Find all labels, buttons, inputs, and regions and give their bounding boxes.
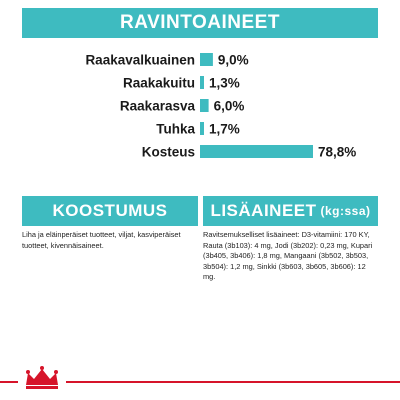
lisaaineet-heading [203,196,378,226]
value-label: 6,0% [213,98,245,114]
bar [200,145,313,158]
page-title [22,8,378,38]
value-label: 9,0% [217,52,249,68]
category-label: Kosteus [141,144,195,160]
bar [200,76,204,89]
value-label: 1,3% [209,75,240,91]
value-label: 1,7% [209,121,240,137]
bar [200,122,204,135]
page-title-text: RAVINTOAINEET [120,12,280,33]
category-label: Raakakuitu [122,75,195,91]
lisaaineet-title: LISÄAINEET [210,201,317,220]
category-label: Tuhka [156,121,195,137]
koostumus-text: Liha ja eläinperäiset tuotteet, viljat, kasviperäiset tuotteet, kivennäisaineet. [22,230,181,250]
value-label: 78,8% [318,144,357,160]
crown-icon [18,363,66,391]
category-label: Raakavalkuainen [85,52,195,68]
koostumus-title: KOOSTUMUS [52,201,168,220]
bar [200,99,209,112]
bar [200,53,213,66]
category-label: Raakarasva [119,98,195,114]
lisaaineet-text: Ravitsemukselliset lisäaineet: D3-vitamiini: 170 KY, Rauta (3b103): 4 mg, Jodi (3b202): 0,23 mg, Kupari (3b405, 3b406): 1,8 mg, Mangaani (3b502, 3b503, 3b504): 1,2 mg, Sinkki (3b603, 3b605, 3b606): 12 mg. [203,230,373,281]
koostumus-heading [22,196,198,226]
lisaaineet-unit: (kg:ssa) [320,204,371,218]
nutrient-bar-chart [0,44,400,186]
